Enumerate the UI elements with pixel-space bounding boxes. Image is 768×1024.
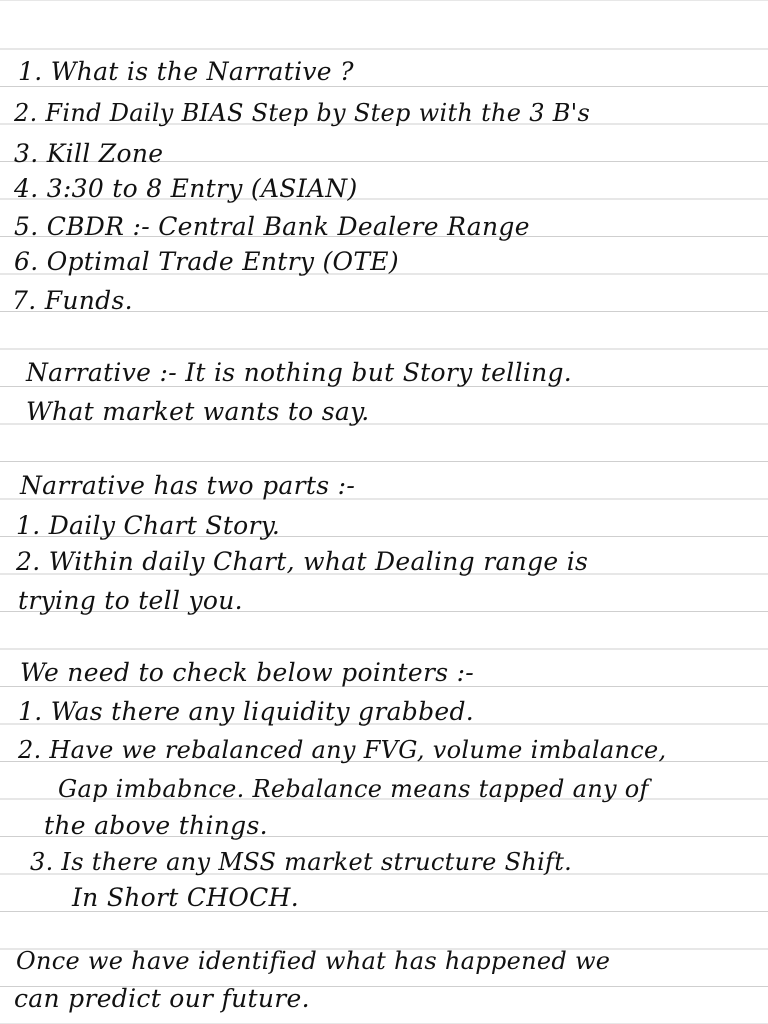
pointer-mss: 3. Is there any MSS market structure Shift.	[30, 848, 573, 876]
narrative-parts-heading: Narrative has two parts :-	[20, 471, 356, 500]
narrative-definition: Narrative :- It is nothing but Story telling.	[26, 358, 573, 387]
pointer-rebalance-continued-2: the above things.	[44, 811, 268, 840]
conclusion-continued: can predict our future.	[14, 984, 310, 1013]
narrative-part-daily-chart: 1. Daily Chart Story.	[16, 511, 281, 540]
list-item-funds: 7. Funds.	[12, 286, 133, 315]
conclusion: Once we have identified what has happened we	[16, 947, 611, 975]
pointers-heading: We need to check below pointers :-	[20, 658, 475, 687]
list-item-narrative: 1. What is the Narrative ?	[18, 57, 354, 86]
list-item-daily-bias: 2. Find Daily BIAS Step by Step with the 3 B's	[14, 99, 591, 127]
list-item-kill-zone: 3. Kill Zone	[14, 139, 164, 168]
pointer-rebalance: 2. Have we rebalanced any FVG, volume imbalance,	[18, 736, 667, 764]
list-item-asian-entry: 4. 3:30 to 8 Entry (ASIAN)	[14, 174, 358, 203]
narrative-part-dealing-range: 2. Within daily Chart, what Dealing range is	[16, 547, 589, 576]
narrative-definition-continued: What market wants to say.	[26, 397, 370, 426]
pointer-rebalance-continued: Gap imbabnce. Rebalance means tapped any of	[58, 775, 649, 803]
list-item-cbdr: 5. CBDR :- Central Bank Dealere Range	[14, 212, 530, 241]
narrative-part-dealing-range-continued: trying to tell you.	[18, 586, 243, 615]
list-item-ote: 6. Optimal Trade Entry (OTE)	[14, 247, 399, 276]
pointer-liquidity: 1. Was there any liquidity grabbed.	[18, 697, 475, 726]
pointer-mss-continued: In Short CHOCH.	[72, 883, 299, 912]
